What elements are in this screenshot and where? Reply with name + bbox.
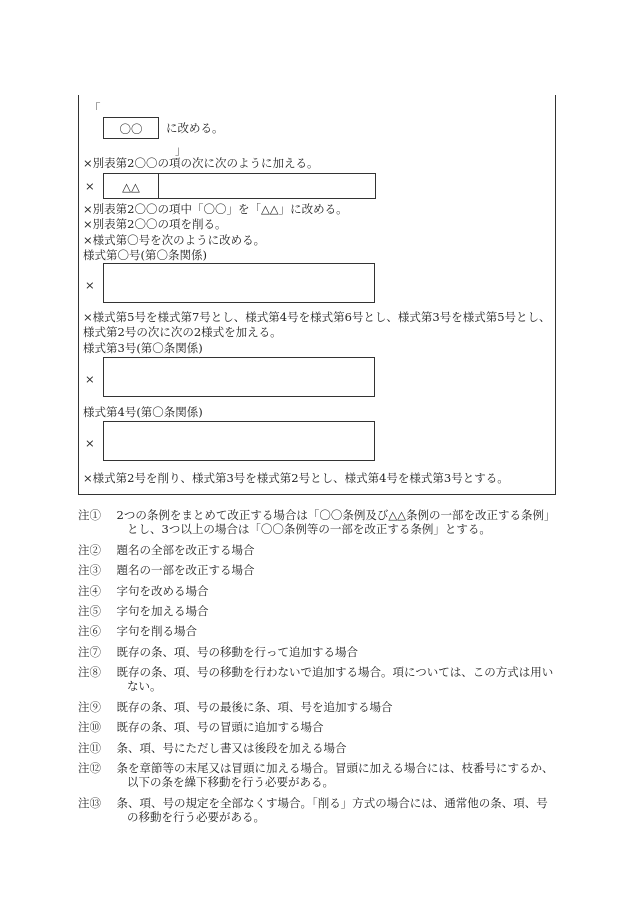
line-add-next: ×別表第2〇〇の項の次に次のように加える。 bbox=[83, 156, 319, 170]
box-sankaku bbox=[103, 173, 159, 199]
open-quote: 「 bbox=[89, 101, 101, 115]
note-item bbox=[78, 645, 558, 659]
note-label: 注④ bbox=[78, 583, 101, 598]
note-label: 注⑪ bbox=[78, 740, 101, 755]
box-sankaku-text: △△ bbox=[122, 180, 140, 194]
note-text: 条を章節等の末尾又は冒頭に加える場合。冒頭に加える場合には、枝番号にするか、 bbox=[105, 760, 554, 775]
note-text: 2つの条例をまとめて改正する場合は「〇〇条例及び△△条例の一部を改正する条例」 bbox=[105, 508, 556, 522]
x-mark: × bbox=[85, 278, 95, 292]
note-item bbox=[78, 563, 558, 577]
note-text: 既存の条、項、号の移動を行って追加する場合 bbox=[105, 644, 358, 659]
note-label: 注⑬ bbox=[78, 795, 101, 810]
form-box-2 bbox=[103, 357, 375, 397]
x-mark: × bbox=[85, 372, 95, 386]
line-kaimeru: に改める。 bbox=[166, 121, 224, 135]
close-quote: 」 bbox=[175, 143, 187, 157]
line-delete-item: ×別表第2〇〇の項を削る。 bbox=[83, 217, 227, 231]
x-mark: × bbox=[85, 179, 95, 193]
note-item bbox=[78, 741, 558, 755]
box-oo-text: 〇〇 bbox=[119, 122, 143, 136]
note-text-cont: とし、3つ以上の場合は「〇〇条例等の一部を改正する条例」とする。 bbox=[127, 522, 491, 537]
note-item bbox=[78, 624, 558, 638]
note-text: 既存の条、項、号の移動を行わないで追加する場合。項については、この方式は用い bbox=[105, 665, 554, 679]
note-text-cont: 以下の条を繰下移動を行う必要がある。 bbox=[127, 775, 334, 790]
note-label: 注⑤ bbox=[78, 603, 101, 618]
note-item bbox=[78, 665, 558, 694]
line-form-change: ×様式第〇号を次のように改める。 bbox=[83, 233, 266, 247]
form-label-1: 様式第〇号(第〇条関係) bbox=[83, 248, 207, 262]
note-label: 注⑦ bbox=[78, 644, 101, 659]
note-text: 題名の全部を改正する場合 bbox=[105, 542, 255, 557]
notes-list bbox=[78, 508, 558, 830]
note-label: 注⑨ bbox=[78, 699, 101, 714]
note-text: 条、項、号の規定を全部なくす場合。「削る」方式の場合には、通常他の条、項、号 bbox=[105, 795, 548, 810]
note-text: 字句を削る場合 bbox=[105, 624, 197, 639]
note-text: 題名の一部を改正する場合 bbox=[105, 563, 255, 578]
box-oo bbox=[103, 117, 159, 139]
amendment-frame bbox=[78, 95, 556, 495]
note-text: 字句を改める場合 bbox=[105, 583, 209, 598]
line-final: ×様式第2号を削り、様式第3号を様式第2号とし、様式第4号を様式第3号とする。 bbox=[83, 471, 509, 485]
note-label: 注③ bbox=[78, 563, 101, 578]
x-mark: × bbox=[85, 436, 95, 450]
note-label: 注⑥ bbox=[78, 624, 101, 639]
note-text-cont: ない。 bbox=[127, 679, 162, 694]
note-label: 注⑧ bbox=[78, 665, 101, 679]
note-label: 注② bbox=[78, 542, 101, 557]
form-label-2: 様式第3号(第〇条関係) bbox=[83, 341, 203, 355]
form-label-3: 様式第4号(第〇条関係) bbox=[83, 405, 203, 419]
note-item bbox=[78, 584, 558, 598]
line-forms-shift-2: 様式第2号の次に次の2様式を加える。 bbox=[83, 325, 282, 339]
note-text: 字句を加える場合 bbox=[105, 603, 209, 618]
note-item bbox=[78, 508, 558, 537]
note-text: 既存の条、項、号の最後に条、項、号を追加する場合 bbox=[105, 699, 393, 714]
note-text-cont: の移動を行う必要がある。 bbox=[127, 810, 265, 824]
note-text: 条、項、号にただし書又は後段を加える場合 bbox=[105, 740, 347, 755]
note-item bbox=[78, 761, 558, 790]
note-label: 注⑫ bbox=[78, 760, 101, 775]
note-label: 注① bbox=[78, 508, 101, 522]
note-text: 既存の条、項、号の冒頭に追加する場合 bbox=[105, 720, 324, 735]
note-item bbox=[78, 796, 558, 825]
empty-cell bbox=[158, 173, 376, 199]
form-box-3 bbox=[103, 421, 375, 461]
note-item bbox=[78, 604, 558, 618]
line-change-item: ×別表第2〇〇の項中「〇〇」を「△△」に改める。 bbox=[83, 202, 348, 216]
form-box-1 bbox=[103, 263, 375, 303]
note-item bbox=[78, 543, 558, 557]
note-item bbox=[78, 700, 558, 714]
line-forms-shift-1: ×様式第5号を様式第7号とし、様式第4号を様式第6号とし、様式第3号を様式第5号とし、 bbox=[83, 310, 551, 324]
note-label: 注⑩ bbox=[78, 720, 101, 735]
note-item bbox=[78, 720, 558, 734]
